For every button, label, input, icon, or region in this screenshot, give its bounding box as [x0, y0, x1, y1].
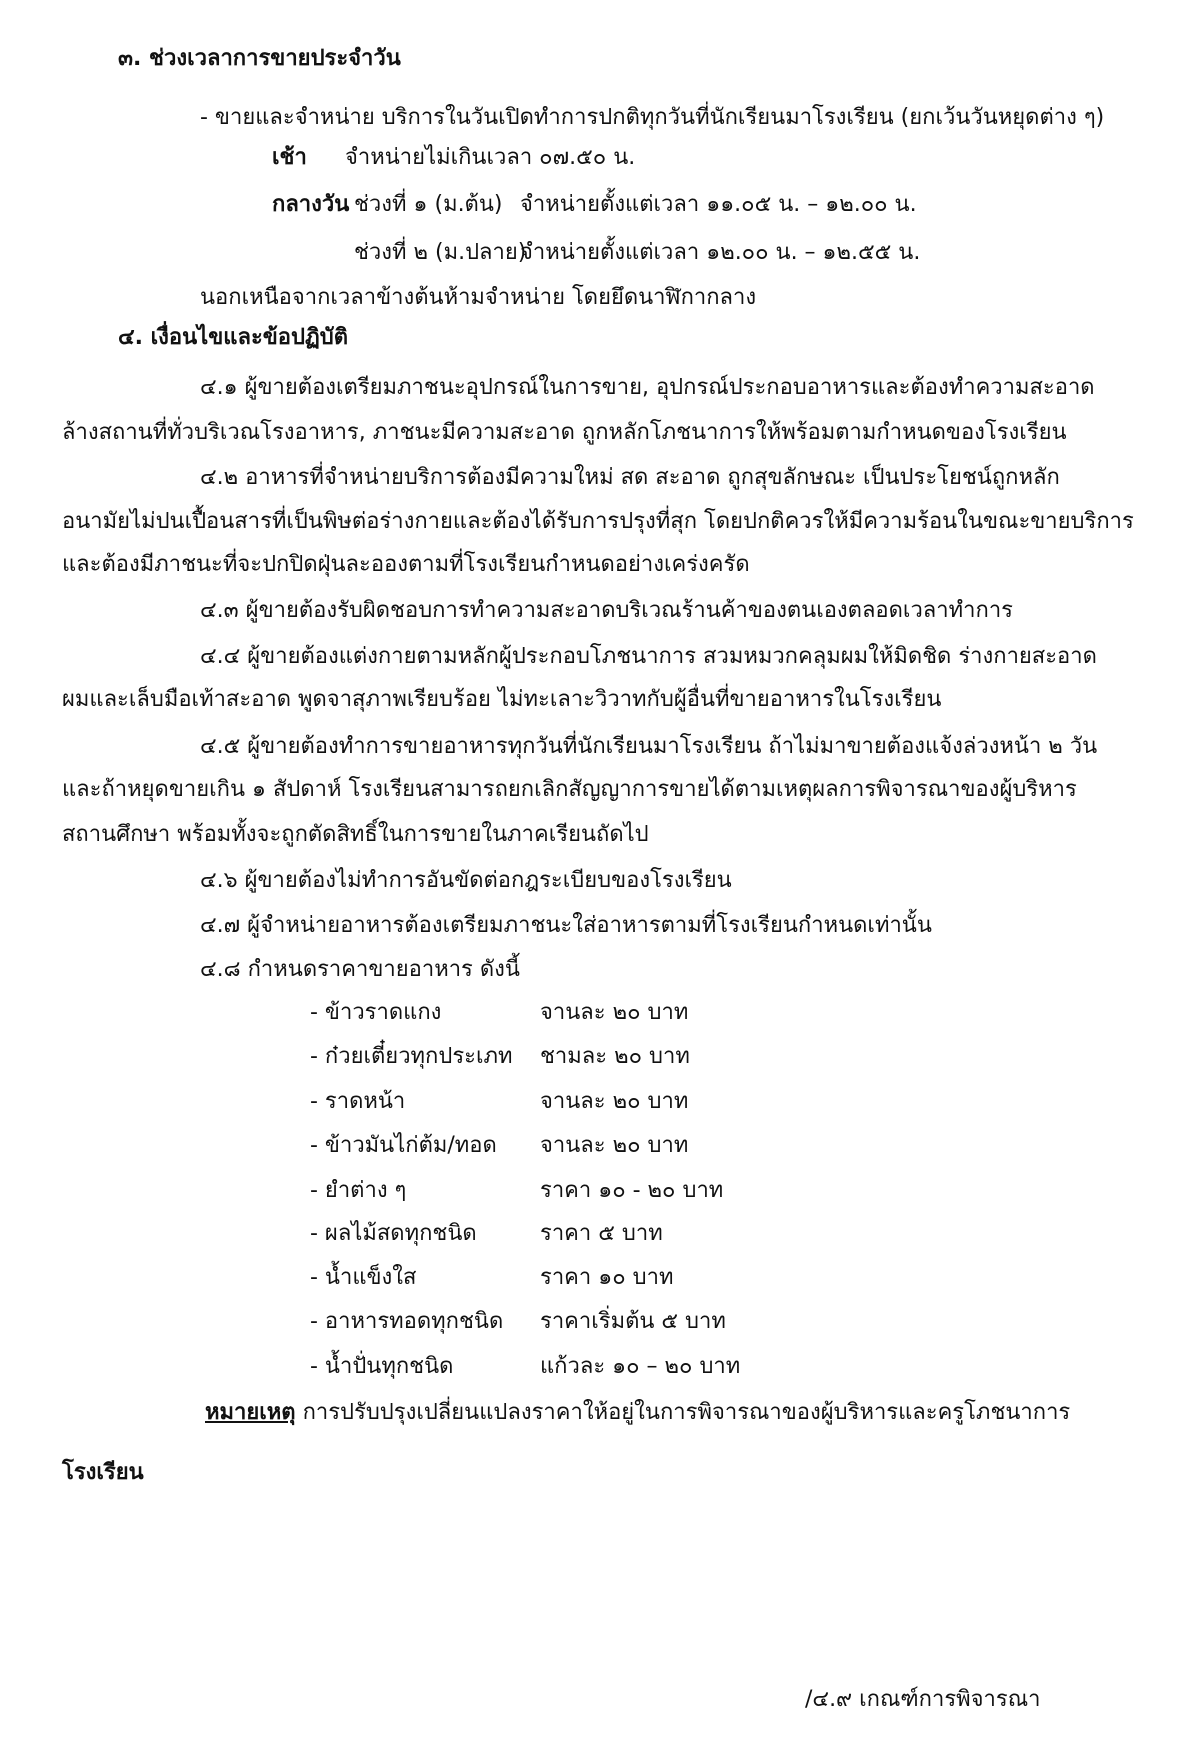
- clause-4-2-line2: อนามัยไม่ปนเปื้อนสารที่เป็นพิษต่อร่างกายและต้องได้รับการปรุงที่สุก โดยปกติควรให้มีความร้อนในขณะขายบริการ: [62, 509, 1134, 534]
- price-item-name: - น้ำปั่นทุกชนิด: [310, 1354, 454, 1379]
- price-item-name: - ข้าวราดแกง: [310, 1000, 442, 1025]
- price-item-value: ราคา ๑๐ - ๒๐ บาท: [540, 1178, 724, 1203]
- note-text: การปรับปรุงเปลี่ยนแปลงราคาให้อยู่ในการพิจารณาของผู้บริหารและครูโภชนาการ: [302, 1400, 1071, 1425]
- clause-4-1-line2: ล้างสถานที่ทั่วบริเวณโรงอาหาร, ภาชนะมีความสะอาด ถูกหลักโภชนาการให้พร้อมตามกำหนดของโรงเรียน: [62, 420, 1067, 445]
- note-line: [205, 1398, 1070, 1428]
- price-item-name: - อาหารทอดทุกชนิด: [310, 1309, 504, 1334]
- price-item-name: - ผลไม้สดทุกชนิด: [310, 1221, 477, 1246]
- clause-4-4-line2: ผมและเล็บมือเท้าสะอาด พูดจาสุภาพเรียบร้อย ไม่ทะเลาะวิวาทกับผู้อื่นที่ขายอาหารในโรงเรียน: [62, 687, 942, 712]
- price-item-name: - ก๋วยเตี๋ยวทุกประเภท: [310, 1044, 513, 1069]
- noon-period2-time: จำหน่ายตั้งแต่เวลา ๑๒.๐๐ น. – ๑๒.๕๕ น.: [520, 240, 921, 265]
- price-item-value: ราคา ๕ บาท: [540, 1221, 663, 1246]
- outside-time-rule: นอกเหนือจากเวลาข้างต้นห้ามจำหน่าย โดยยึดนาฬิกากลาง: [200, 285, 757, 310]
- price-item-name: - ราดหน้า: [310, 1089, 406, 1114]
- price-item-value: ราคา ๑๐ บาท: [540, 1265, 674, 1290]
- price-item-value: จานละ ๒๐ บาท: [540, 1089, 689, 1114]
- clause-4-5-line2: และถ้าหยุดขายเกิน ๑ สัปดาห์ โรงเรียนสามารถยกเลิกสัญญาการขายได้ตามเหตุผลการพิจารณาของผู้บริหาร: [62, 777, 1077, 802]
- price-item-value: ชามละ ๒๐ บาท: [540, 1044, 690, 1069]
- section3-heading: ๓. ช่วงเวลาการขายประจำวัน: [118, 46, 401, 71]
- price-item-value: ราคาเริ่มต้น ๕ บาท: [540, 1309, 726, 1334]
- morning-label: เช้า: [272, 145, 307, 170]
- clause-4-4-line1: ๔.๔ ผู้ขายต้องแต่งกายตามหลักผู้ประกอบโภชนาการ สวมหมวกคลุมผมให้มิดชิด ร่างกายสะอาด: [200, 644, 1097, 669]
- next-page-pointer: /๔.๙ เกณฑ์การพิจารณา: [805, 1687, 1041, 1712]
- clause-4-3: ๔.๓ ผู้ขายต้องรับผิดชอบการทำความสะอาดบริเวณร้านค้าของตนเองตลอดเวลาทำการ: [200, 598, 1013, 623]
- note-continuation: โรงเรียน: [62, 1460, 144, 1485]
- price-item-value: จานละ ๒๐ บาท: [540, 1133, 689, 1158]
- clause-4-2-line3: และต้องมีภาชนะที่จะปกปิดฝุ่นละอองตามที่โรงเรียนกำหนดอย่างเคร่งครัด: [62, 552, 750, 577]
- price-item-name: - ข้าวมันไก่ต้ม/ทอด: [310, 1133, 497, 1158]
- noon-period2: ช่วงที่ ๒ (ม.ปลาย): [354, 240, 527, 265]
- clause-4-7: ๔.๗ ผู้จำหน่ายอาหารต้องเตรียมภาชนะใส่อาหารตามที่โรงเรียนกำหนดเท่านั้น: [200, 913, 932, 938]
- clause-4-5-line3: สถานศึกษา พร้อมทั้งจะถูกตัดสิทธิ์ในการขายในภาคเรียนถัดไป: [62, 822, 649, 847]
- price-item-name: - ยำต่าง ๆ: [310, 1178, 407, 1203]
- morning-text: จำหน่ายไม่เกินเวลา ๐๗.๕๐ น.: [345, 145, 636, 170]
- clause-4-2-line1: ๔.๒ อาหารที่จำหน่ายบริการต้องมีความใหม่ สด สะอาด ถูกสุขลักษณะ เป็นประโยชน์ถูกหลัก: [200, 465, 1060, 490]
- section3-intro: - ขายและจำหน่าย บริการในวันเปิดทำการปกติทุกวันที่นักเรียนมาโรงเรียน (ยกเว้นวันหยุดต่าง ๆ): [200, 105, 1105, 130]
- noon-period1-time: จำหน่ายตั้งแต่เวลา ๑๑.๐๕ น. – ๑๒.๐๐ น.: [520, 192, 917, 217]
- section4-heading: ๔. เงื่อนไขและข้อปฏิบัติ: [118, 325, 349, 350]
- price-item-value: จานละ ๒๐ บาท: [540, 1000, 689, 1025]
- price-item-value: แก้วละ ๑๐ – ๒๐ บาท: [540, 1354, 741, 1379]
- clause-4-5-line1: ๔.๕ ผู้ขายต้องทำการขายอาหารทุกวันที่นักเรียนมาโรงเรียน ถ้าไม่มาขายต้องแจ้งล่วงหน้า ๒ วัน: [200, 734, 1098, 759]
- noon-label: กลางวัน: [272, 192, 350, 217]
- clause-4-1-line1: ๔.๑ ผู้ขายต้องเตรียมภาชนะอุปกรณ์ในการขาย, อุปกรณ์ประกอบอาหารและต้องทำความสะอาด: [200, 375, 1095, 400]
- price-item-name: - น้ำแข็งใส: [310, 1265, 417, 1290]
- clause-4-8: ๔.๘ กำหนดราคาขายอาหาร ดังนี้: [200, 957, 520, 982]
- clause-4-6: ๔.๖ ผู้ขายต้องไม่ทำการอันขัดต่อกฎระเบียบของโรงเรียน: [200, 868, 732, 893]
- noon-period1: ช่วงที่ ๑ (ม.ต้น): [354, 192, 503, 217]
- note-label: หมายเหตุ: [205, 1400, 296, 1425]
